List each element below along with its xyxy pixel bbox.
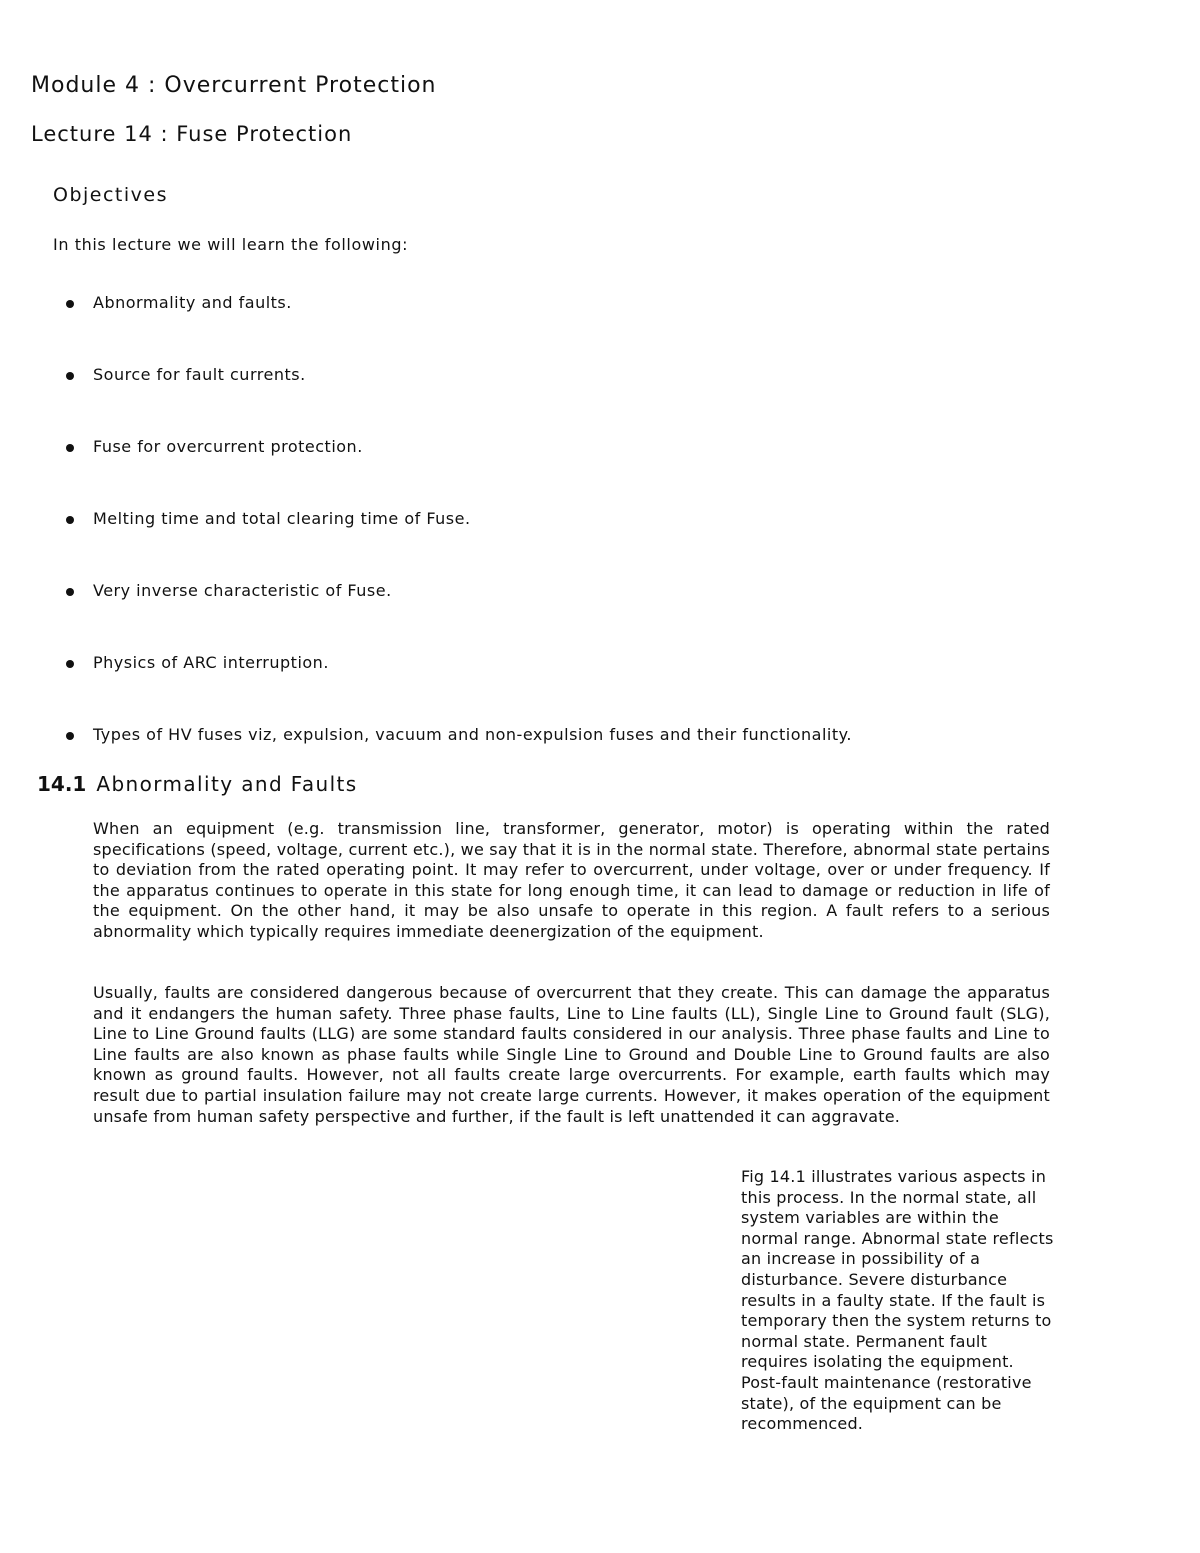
section-number: 14.1 [37, 772, 87, 796]
bullet-icon [66, 300, 74, 308]
objective-text: Fuse for overcurrent protection. [93, 437, 363, 456]
objectives-intro: In this lecture we will learn the following: [53, 235, 409, 254]
bullet-icon [66, 444, 74, 452]
objective-text: Abnormality and faults. [93, 293, 292, 312]
section-heading [37, 772, 358, 796]
bullet-icon [66, 372, 74, 380]
section-paragraph-1: When an equipment (e.g. transmission line, transformer, generator, motor) is operating within the rated specifications (speed, voltage, current etc.), we say that it is in the normal state. Therefore, abnormal state pertains to deviation from the rated operating point. It may refer to overcurrent, under voltage, over or under frequency. If the apparatus continues to operate in this state for long enough time, it can lead to damage or reduction in life of the equipment. On the other hand, it may be also unsafe to operate in this region. A fault refers to a serious abnormality which typically requires immediate deenergization of the equipment. [93, 819, 1050, 941]
objectives-list [66, 292, 1066, 796]
section-paragraph-2: Usually, faults are considered dangerous because of overcurrent that they create. This can damage the apparatus and it endangers the human safety. Three phase faults, Line to Line faults (LL), Single Line to Ground fault (SLG), Line to Line Ground faults (LLG) are some standard faults considered in our analysis. Three phase faults and Line to Line faults are also known as phase faults while Single Line to Ground and Double Line to Ground faults are also known as ground faults. However, not all faults create large overcurrents. For example, earth faults which may result due to partial insulation failure may not create large currents. However, it makes operation of the equipment unsafe from human safety perspective and further, if the fault is left unattended it can aggravate. [93, 983, 1050, 1126]
objective-text: Types of HV fuses viz, expulsion, vacuum and non-expulsion fuses and their functionality. [93, 725, 852, 744]
objective-item [66, 580, 1066, 652]
objective-item [66, 436, 1066, 508]
objective-item [66, 364, 1066, 436]
objective-text: Physics of ARC interruption. [93, 653, 329, 672]
objective-item [66, 652, 1066, 724]
lecture-title: Lecture 14 : Fuse Protection [31, 122, 353, 146]
figure-description: Fig 14.1 illustrates various aspects in this process. In the normal state, all system variables are within the normal range. Abnormal state reflects an increase in possibility of a disturbance. Severe disturbance results in a faulty state. If the fault is temporary then the system returns to normal state. Permanent fault requires isolating the equipment. Post-fault maintenance (restorative state), of the equipment can be recommenced. [741, 1167, 1054, 1434]
objective-text: Melting time and total clearing time of Fuse. [93, 509, 471, 528]
objectives-heading: Objectives [53, 184, 168, 206]
objective-text: Source for fault currents. [93, 365, 306, 384]
objective-item [66, 292, 1066, 364]
bullet-icon [66, 732, 74, 740]
objective-text: Very inverse characteristic of Fuse. [93, 581, 392, 600]
objective-item [66, 508, 1066, 580]
bullet-icon [66, 588, 74, 596]
section-title: Abnormality and Faults [96, 772, 358, 796]
module-title: Module 4 : Overcurrent Protection [31, 73, 437, 98]
bullet-icon [66, 660, 74, 668]
bullet-icon [66, 516, 74, 524]
